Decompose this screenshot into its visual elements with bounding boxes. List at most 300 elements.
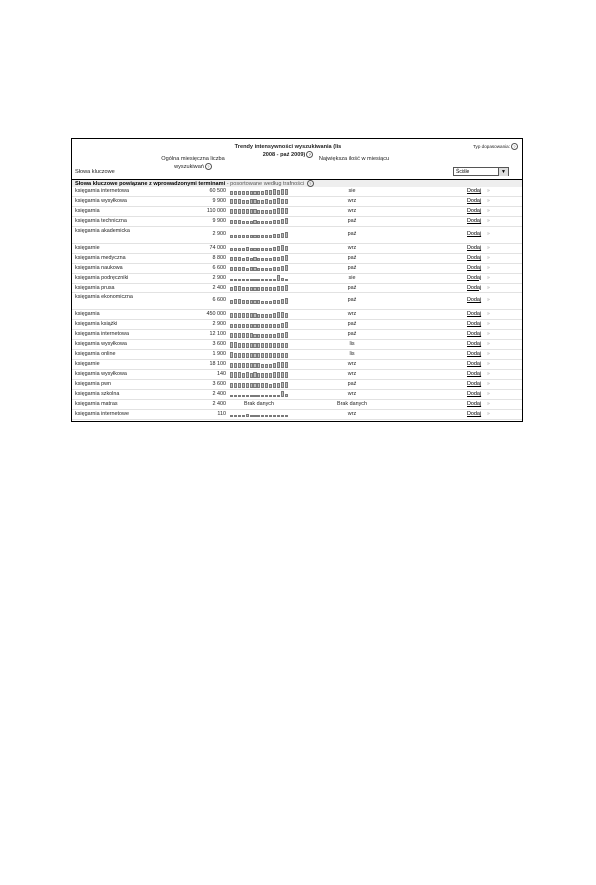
trend-bar	[277, 220, 280, 224]
trend-bar	[269, 395, 272, 397]
trend-bar	[277, 395, 280, 398]
trend-bar	[246, 235, 249, 238]
peak-month-cell: paź	[347, 254, 357, 261]
table-row	[72, 227, 522, 244]
trend-bar	[273, 257, 276, 261]
trend-sparkline	[230, 218, 288, 224]
trend-bar	[230, 395, 233, 397]
trend-bar	[281, 189, 284, 194]
trend-bar	[234, 267, 237, 271]
trend-bar	[238, 209, 241, 214]
trend-bar	[261, 279, 264, 281]
keyword-cell: księgarnia matras	[75, 400, 118, 407]
volume-cell: 74 000	[209, 244, 226, 251]
trend-bar	[261, 191, 264, 194]
trend-bar	[261, 287, 264, 291]
trend-bar	[234, 191, 237, 194]
add-keyword-link[interactable]: Dodaj	[467, 197, 482, 204]
trend-bar	[234, 353, 237, 358]
keyword-cell: księgarnia wysyłkowa	[75, 371, 127, 378]
trend-bar	[238, 343, 241, 348]
trend-bar	[265, 221, 268, 224]
trend-bar	[257, 373, 260, 377]
add-keyword-link[interactable]: Dodaj	[467, 284, 482, 291]
trend-bar	[261, 334, 264, 338]
add-keyword-link[interactable]: Dodaj	[467, 311, 482, 318]
trend-bar	[257, 287, 260, 291]
header-volume-label: Ogólna miesięczna liczba wyszukiwań	[161, 156, 225, 170]
trend-bar	[234, 209, 237, 214]
peak-month-cell: wrz	[347, 197, 357, 204]
trend-bar	[250, 373, 253, 377]
trend-bar	[285, 382, 288, 388]
double-chevron-icon[interactable]: »	[487, 331, 490, 338]
trend-bar	[269, 301, 272, 304]
trend-bar	[253, 334, 256, 338]
help-icon[interactable]: ?	[306, 151, 313, 158]
double-chevron-icon[interactable]: »	[487, 274, 490, 281]
trend-bar	[250, 333, 253, 338]
trend-bar	[257, 334, 260, 338]
keyword-rows	[72, 187, 522, 420]
trend-bar	[250, 353, 253, 358]
trend-bar	[246, 395, 249, 397]
chevron-down-icon[interactable]: ▼	[498, 168, 508, 176]
trend-bar	[269, 268, 272, 271]
trend-bar	[238, 220, 241, 224]
peak-month-cell: paź	[347, 217, 357, 224]
peak-month-cell: paź	[347, 381, 357, 387]
trend-bar	[265, 248, 268, 251]
trend-bar	[253, 363, 256, 367]
trend-bar	[234, 279, 237, 281]
trend-bar	[277, 257, 280, 261]
trend-bar	[246, 247, 249, 251]
double-chevron-icon[interactable]: »	[487, 321, 490, 328]
trend-bar	[273, 334, 276, 338]
add-keyword-link[interactable]: Dodaj	[467, 410, 482, 417]
trend-bar	[277, 415, 280, 418]
add-keyword-link[interactable]: Dodaj	[467, 217, 482, 224]
header-keywords: Słowa kluczowe	[75, 169, 115, 175]
trend-bar	[281, 372, 284, 377]
trend-sparkline	[230, 322, 288, 328]
table-row	[72, 310, 522, 320]
trend-bar	[277, 362, 280, 367]
trend-bar	[238, 248, 241, 251]
trend-sparkline	[230, 265, 288, 271]
trend-bar	[257, 248, 260, 251]
trend-bar	[242, 300, 245, 304]
trend-bar	[261, 314, 264, 318]
table-row	[72, 293, 522, 310]
trend-bar	[234, 383, 237, 387]
volume-cell: 12 100	[209, 331, 226, 338]
trend-bar	[273, 372, 276, 377]
trend-bar	[277, 312, 280, 318]
trend-bar	[273, 353, 276, 357]
trend-bar	[261, 343, 264, 348]
trend-bar	[242, 191, 245, 194]
trend-bar	[230, 267, 233, 271]
trend-bar	[281, 219, 284, 224]
keyword-cell: księgarnia wysyłkowa	[75, 197, 127, 204]
trend-bar	[277, 275, 280, 281]
trend-bar	[253, 220, 256, 224]
trend-bar	[277, 198, 280, 204]
trend-bar	[253, 209, 256, 214]
trend-bar	[242, 395, 245, 397]
add-keyword-link[interactable]: Dodaj	[467, 341, 482, 348]
trend-bar	[242, 383, 245, 387]
table-row	[72, 340, 522, 350]
double-chevron-icon[interactable]: »	[487, 188, 490, 194]
double-chevron-icon[interactable]: »	[487, 410, 490, 417]
volume-cell: 60 500	[209, 188, 226, 194]
trend-bar	[285, 218, 288, 224]
trend-bar	[277, 383, 280, 387]
trend-bar	[230, 324, 233, 328]
trend-bar	[234, 286, 237, 291]
trend-bar	[273, 324, 276, 328]
trend-bar	[265, 373, 268, 377]
trend-bar	[285, 265, 288, 271]
trend-bar	[234, 324, 237, 328]
trend-bar	[253, 257, 256, 261]
trend-bar	[242, 313, 245, 318]
trend-bar	[281, 199, 284, 204]
volume-cell: 6 600	[212, 264, 226, 271]
keyword-cell: księgarnia internetowa	[75, 188, 129, 194]
trend-bar	[246, 209, 249, 214]
trend-bar	[238, 372, 241, 377]
add-keyword-link[interactable]: Dodaj	[467, 381, 482, 387]
trend-bar	[281, 382, 284, 387]
trend-bar	[273, 189, 276, 194]
double-chevron-icon[interactable]: »	[487, 197, 490, 204]
double-chevron-icon[interactable]: »	[487, 297, 490, 304]
trend-bar	[269, 210, 272, 214]
trend-sparkline	[230, 362, 288, 368]
trend-bar	[230, 333, 233, 338]
trend-bar	[253, 279, 256, 281]
trend-bar	[234, 395, 237, 397]
trend-bar	[246, 343, 249, 348]
table-row	[72, 187, 522, 197]
table-row	[72, 254, 522, 264]
add-keyword-link[interactable]: Dodaj	[467, 371, 482, 378]
trend-bar	[230, 415, 233, 417]
trend-bar	[273, 300, 276, 304]
trend-sparkline	[230, 391, 288, 397]
trend-bar	[269, 343, 272, 347]
trend-bar	[250, 300, 253, 304]
trend-bar	[285, 332, 288, 338]
double-chevron-icon[interactable]: »	[487, 311, 490, 318]
add-keyword-link[interactable]: Dodaj	[467, 244, 482, 251]
peak-month-cell: wrz	[347, 207, 357, 214]
trend-bar	[242, 324, 245, 328]
double-chevron-icon[interactable]: »	[487, 264, 490, 271]
trend-bar	[285, 279, 288, 281]
volume-cell: 2 900	[212, 230, 226, 237]
trend-bar	[285, 322, 288, 328]
trend-bar	[238, 395, 241, 397]
trend-bar	[242, 279, 245, 281]
peak-month-cell: paź	[347, 284, 357, 291]
trend-bar	[230, 235, 233, 238]
table-header	[72, 139, 522, 179]
keyword-cell: księgarnia pwn	[75, 381, 111, 387]
trend-bar	[238, 299, 241, 304]
trend-bar	[242, 267, 245, 271]
volume-cell: 110	[217, 410, 226, 417]
trend-bar	[246, 287, 249, 291]
trend-bar	[273, 287, 276, 291]
volume-cell: 3 600	[212, 341, 226, 348]
trend-bar	[257, 258, 260, 261]
trend-bar	[246, 191, 249, 194]
trend-bar	[277, 372, 280, 378]
trend-bar	[277, 300, 280, 304]
table-row	[72, 370, 522, 380]
trend-sparkline	[230, 411, 288, 417]
trend-bar	[281, 256, 284, 261]
trend-bar	[265, 258, 268, 261]
volume-cell: 140	[217, 371, 226, 378]
trend-bar	[273, 209, 276, 214]
help-icon[interactable]: ?	[205, 163, 212, 170]
trend-sparkline	[230, 372, 288, 378]
trend-bar	[281, 278, 284, 281]
trend-bar	[234, 333, 237, 338]
trend-bar	[261, 383, 264, 387]
double-chevron-icon[interactable]: »	[487, 400, 490, 407]
trend-bar	[230, 352, 233, 358]
trend-bar	[234, 363, 237, 367]
add-keyword-link[interactable]: Dodaj	[467, 297, 482, 304]
add-keyword-link[interactable]: Dodaj	[467, 351, 482, 358]
trend-bar	[238, 383, 241, 387]
trend-bar	[246, 257, 249, 261]
trend-bar	[230, 372, 233, 377]
keyword-cell: księgarnia online	[75, 351, 116, 358]
trend-sparkline	[230, 342, 288, 348]
trend-bar	[277, 343, 280, 348]
trend-bar	[285, 189, 288, 195]
trend-bar	[234, 257, 237, 261]
trend-bar	[261, 353, 264, 357]
trend-bar	[234, 220, 237, 224]
trend-bar	[242, 373, 245, 377]
keyword-cell: księgarnia	[75, 207, 100, 214]
trend-bar	[238, 267, 241, 271]
table-row	[72, 274, 522, 284]
add-keyword-link[interactable]: Dodaj	[467, 254, 482, 261]
trend-bar	[253, 313, 256, 318]
add-keyword-link[interactable]: Dodaj	[467, 321, 482, 328]
add-keyword-link[interactable]: Dodaj	[467, 274, 482, 281]
trend-bar	[238, 313, 241, 318]
trend-bar	[265, 353, 268, 357]
trend-bar	[277, 234, 280, 237]
trend-bar	[281, 208, 284, 214]
table-row	[72, 264, 522, 274]
trend-bar	[242, 353, 245, 358]
trend-bar	[246, 414, 249, 417]
add-keyword-link[interactable]: Dodaj	[467, 188, 482, 194]
add-keyword-link[interactable]: Dodaj	[467, 230, 482, 237]
trend-bar	[246, 268, 249, 271]
trend-bar	[265, 334, 268, 338]
peak-month-cell: paź	[347, 230, 357, 237]
add-keyword-link[interactable]: Dodaj	[467, 207, 482, 214]
trend-bar	[238, 286, 241, 291]
double-chevron-icon[interactable]: »	[487, 254, 490, 261]
keyword-cell: księgarnia	[75, 311, 100, 318]
add-keyword-link[interactable]: Dodaj	[467, 400, 482, 407]
trend-bar	[269, 364, 272, 367]
table-row	[72, 360, 522, 370]
trend-bar	[285, 255, 288, 261]
section-subtitle: - posortowane według trafności	[226, 181, 305, 187]
double-chevron-icon[interactable]: »	[487, 381, 490, 387]
trend-sparkline	[230, 298, 288, 304]
trend-bar	[269, 221, 272, 224]
trend-bar	[269, 190, 272, 194]
double-chevron-icon[interactable]: »	[487, 217, 490, 224]
add-keyword-link[interactable]: Dodaj	[467, 390, 482, 397]
trend-bar	[281, 362, 284, 368]
trend-bar	[230, 287, 233, 291]
double-chevron-icon[interactable]: »	[487, 244, 490, 251]
peak-month-cell: wrz	[347, 390, 357, 397]
trend-bar	[246, 221, 249, 224]
trend-bar	[253, 248, 256, 251]
table-row	[72, 217, 522, 227]
trend-bar	[257, 363, 260, 367]
trend-bar	[269, 314, 272, 318]
trend-bar	[261, 200, 264, 204]
trend-bar	[257, 200, 260, 204]
trend-bar	[230, 363, 233, 367]
trend-bar	[238, 235, 241, 238]
double-chevron-icon[interactable]: »	[487, 351, 490, 358]
trend-bar	[273, 279, 276, 282]
trend-bar	[234, 313, 237, 318]
peak-month-cell: wrz	[347, 244, 357, 251]
trend-bar	[261, 235, 264, 238]
trend-bar	[253, 191, 256, 194]
match-type-label	[390, 143, 518, 150]
trend-bar	[246, 279, 249, 281]
trend-bar	[277, 286, 280, 291]
volume-cell: 2 400	[212, 390, 226, 397]
trend-bar	[253, 383, 256, 387]
keyword-cell: księgarnia książki	[75, 321, 118, 328]
trend-bar	[269, 373, 272, 377]
peak-month-cell: wrz	[347, 311, 357, 318]
trend-bar	[250, 363, 253, 367]
double-chevron-icon[interactable]: »	[487, 341, 490, 348]
trend-bar	[269, 384, 272, 387]
trend-bar	[250, 383, 253, 387]
match-type-select[interactable]	[453, 167, 509, 176]
trend-bar	[246, 300, 249, 304]
double-chevron-icon[interactable]: »	[487, 390, 490, 397]
trend-bar	[273, 220, 276, 224]
trend-bar	[257, 353, 260, 357]
trend-bar	[281, 333, 284, 338]
header-peak: Największa ilość w miesiącu	[318, 156, 390, 162]
trend-bar	[285, 362, 288, 367]
trend-bar	[238, 324, 241, 328]
peak-month-cell: sie	[348, 188, 356, 194]
keyword-cell: księgarnia techniczna	[75, 217, 127, 224]
trend-bar	[238, 279, 241, 281]
help-icon[interactable]: ?	[511, 143, 518, 150]
table-row	[72, 244, 522, 254]
trend-bar	[281, 299, 284, 304]
trend-bar	[261, 395, 264, 397]
trend-bar	[265, 314, 268, 318]
trend-bar	[265, 383, 268, 387]
trend-bar	[238, 199, 241, 204]
trend-bar	[230, 342, 233, 348]
help-icon[interactable]: ?	[307, 180, 314, 187]
trend-bar	[246, 353, 249, 358]
table-row	[72, 380, 522, 390]
trend-bar	[250, 313, 253, 318]
keyword-tool-panel	[71, 138, 523, 422]
add-keyword-link[interactable]: Dodaj	[467, 361, 482, 368]
double-chevron-icon[interactable]: »	[487, 361, 490, 368]
trend-bar	[261, 258, 264, 261]
trend-bar	[265, 364, 268, 367]
double-chevron-icon[interactable]: »	[487, 207, 490, 214]
trend-bar	[246, 363, 249, 367]
trend-bar	[257, 415, 260, 417]
trend-bar	[242, 363, 245, 367]
trend-sparkline	[230, 189, 288, 195]
peak-month-cell: paź	[347, 331, 357, 338]
keyword-cell: księgarnia prusa	[75, 284, 115, 291]
volume-cell: 450 000	[206, 311, 226, 318]
trend-bar	[265, 210, 268, 214]
trend-bar	[253, 372, 256, 377]
trend-bar	[234, 415, 237, 417]
double-chevron-icon[interactable]: »	[487, 371, 490, 378]
trend-bar	[273, 415, 276, 418]
trend-sparkline	[230, 208, 288, 214]
trend-bar	[230, 313, 233, 318]
add-keyword-link[interactable]: Dodaj	[467, 331, 482, 338]
trend-bar	[230, 279, 233, 281]
trend-bar	[250, 343, 253, 348]
trend-bar	[230, 383, 233, 387]
trend-bar	[257, 235, 260, 238]
trend-bar	[242, 235, 245, 238]
keyword-cell: księgarnia podręczniki	[75, 274, 129, 281]
trend-bar	[234, 342, 237, 348]
trend-bar	[265, 279, 268, 281]
double-chevron-icon[interactable]: »	[487, 230, 490, 237]
section-title: Słowa kluczowe powiązane z wprowadzonymi terminami	[75, 181, 226, 187]
trend-bar	[273, 234, 276, 237]
trend-bar	[230, 199, 233, 204]
add-keyword-link[interactable]: Dodaj	[467, 264, 482, 271]
double-chevron-icon[interactable]: »	[487, 284, 490, 291]
